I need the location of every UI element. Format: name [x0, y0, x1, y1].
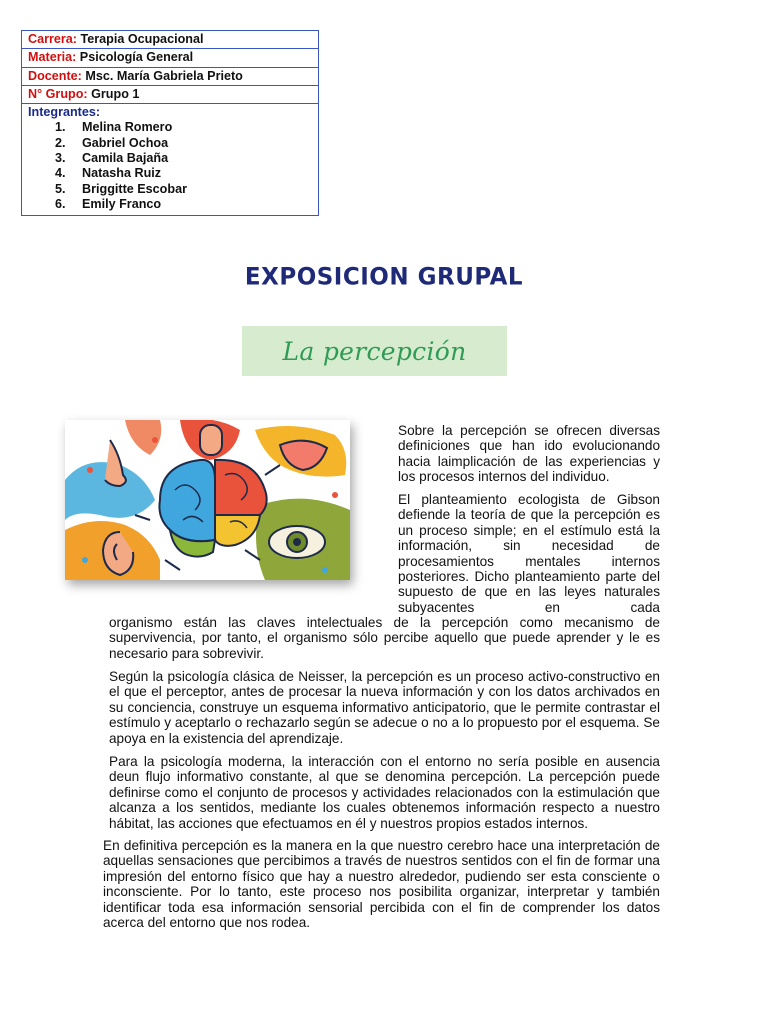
member-name: Melina Romero: [82, 120, 173, 135]
teacher-label: Docente:: [28, 68, 82, 83]
course-info-table: [21, 30, 319, 216]
member-name: Emily Franco: [82, 197, 162, 212]
member-item: [55, 135, 318, 151]
paragraph-conclusion: En definitiva percepción es la manera en la que nuestro cerebro hace una interpretación de aquellas sensaciones que percibimos a través de nuestros sentidos con el fin de formar una impresión del entorno físico que hay a nuestro alrededor, pudiendo ser esta consciente o inconsciente. Por lo tanto, este proceso nos posibilita organizar, interpretar y también identificar toda esa información sensorial percibida con el fin de comprender los datos acerca del entorno que nos rodea.: [103, 838, 660, 931]
member-item: [55, 181, 318, 197]
member-item: [55, 166, 318, 181]
perception-illustration: [65, 420, 350, 580]
member-number: 4.: [55, 166, 66, 181]
paragraph-intro: Sobre la percepción se ofrecen diversas definiciones que han ido evolucionando hacia laimplicación de las experiencias y los procesos internos del individuo.: [398, 423, 660, 485]
group-label: N° Grupo:: [28, 86, 88, 101]
members-title: Integrantes:: [28, 105, 101, 120]
member-name: Natasha Ruiz: [82, 166, 162, 181]
topic-banner: [242, 326, 507, 376]
career-row: [22, 31, 318, 49]
member-number: 1.: [55, 120, 66, 135]
member-number: 3.: [55, 151, 66, 165]
members-section: [22, 104, 318, 214]
career-value: Terapia Ocupacional: [80, 32, 204, 46]
subject-row: [22, 49, 318, 67]
member-item: [55, 197, 318, 212]
senses-brain-illustration: [65, 420, 350, 580]
member-name: Briggitte Escobar: [82, 181, 187, 196]
group-row: [22, 86, 318, 104]
teacher-row: [22, 68, 318, 86]
member-number: 2.: [55, 135, 66, 150]
member-name: Camila Bajaña: [82, 151, 169, 165]
topic-title: La percepción: [282, 336, 467, 366]
document-title: EXPOSICION GRUPAL: [244, 263, 524, 291]
member-item: [55, 151, 318, 166]
paragraph-gibson-continued: organismo están las claves intelectuales de la percepción como mecanismo de supervivencia, por tanto, el organismo sólo percibe aquello que puede aprender y le es necesario para sobrevivir.: [109, 615, 660, 661]
member-name: Gabriel Ochoa: [82, 135, 169, 150]
group-value: Grupo 1: [91, 86, 140, 101]
subject-label: Materia:: [28, 50, 77, 65]
subject-value: Psicología General: [79, 50, 194, 65]
member-number: 5.: [55, 181, 66, 196]
paragraph-gibson: El planteamiento ecologista de Gibson defiende la teoría de que la percepción es un proceso simple; en el estímulo está la información, sin necesidad de procesamientos mentales internos posteriores. Dicho planteamiento parte del supuesto de que en las leyes naturales subyacentes en cada: [398, 492, 660, 615]
paragraph-modern-psychology: Para la psicología moderna, la interacción con el entorno no sería posible en ausencia deun flujo informativo constante, al que se denomina percepción. La percepción puede definirse como el conjunto de procesos y actividades relacionados con la estimulación que alcanza a los sentidos, mediante los cuales obtenemos información respecto a nuestro hábitat, las acciones que efectuamos en él y nuestros propios estados internos.: [109, 754, 660, 831]
teacher-value: Msc. María Gabriela Prieto: [85, 68, 243, 83]
member-item: [55, 120, 318, 135]
members-list: [28, 120, 318, 212]
career-label: Carrera:: [28, 32, 78, 46]
member-number: 6.: [55, 197, 66, 212]
paragraph-neisser: Según la psicología clásica de Neisser, la percepción es un proceso activo-constructivo en el que el perceptor, antes de procesar la nueva información y con los datos archivados en su conciencia, construye un esquema informativo anticipatorio, que le permite contrastar el estímulo y aceptarlo o rechazarlo según se adecue o no a lo propuesto por el esquema. Se apoya en la existencia del aprendizaje.: [109, 669, 660, 746]
